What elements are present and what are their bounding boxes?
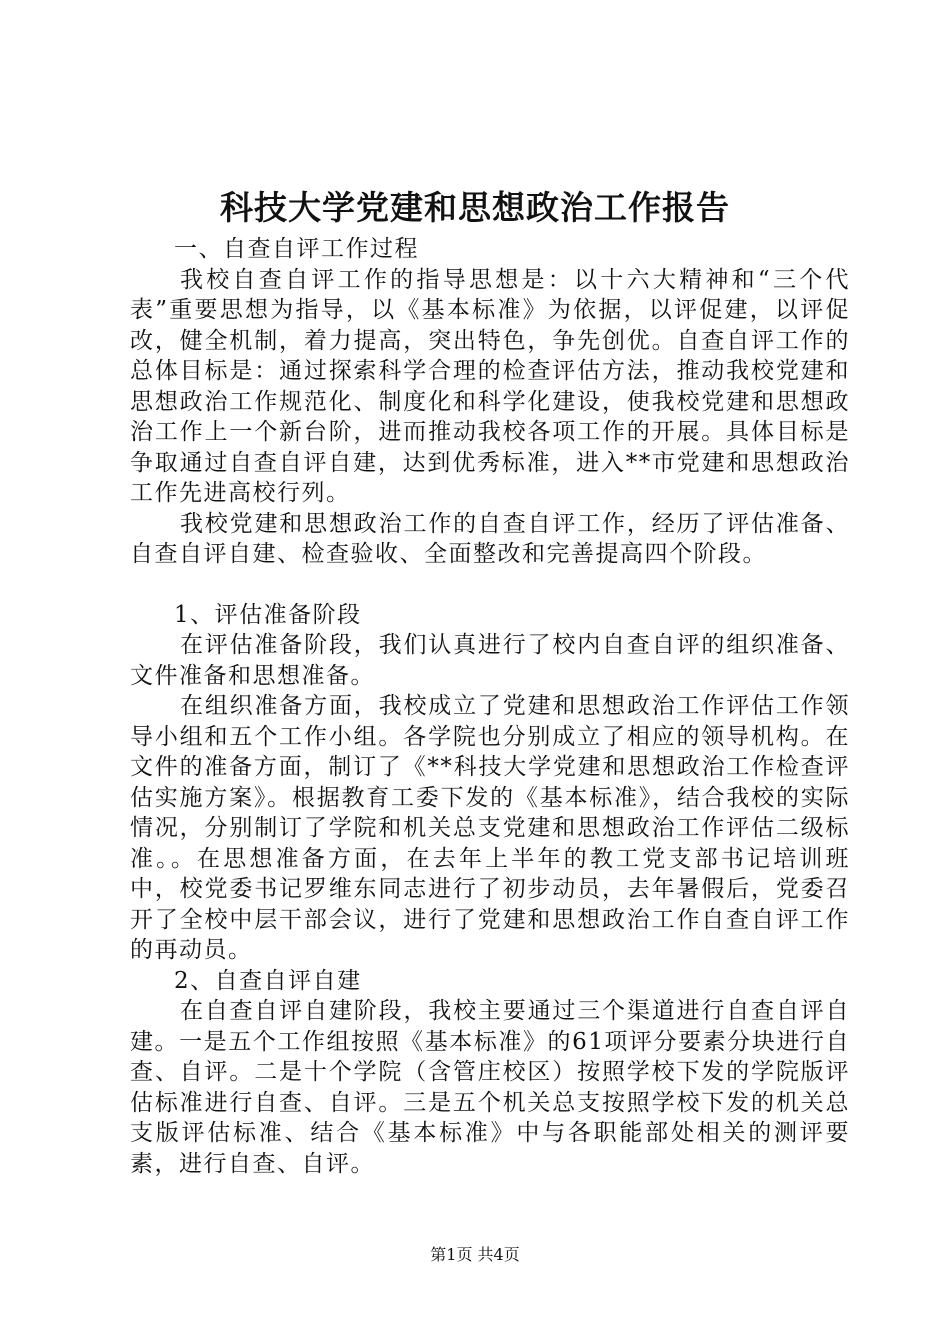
document-body [130,234,850,1179]
subsection-heading: 1、评估准备阶段 [174,601,362,628]
document-title: 科技大学党建和思想政治工作报告 [220,188,730,227]
subsection-heading: 2、自查自评自建 [174,967,362,994]
paragraph: 我校党建和思想政治工作的自查自评工作，经历了评估准备、自查自评自建、检查验收、全面整改和完善提高四个阶段。 [130,510,850,567]
section-heading: 一、自查自评工作过程 [174,236,419,262]
paragraph: 我校自查自评工作的指导思想是：以十六大精神和“三个代表”重要思想为指导，以《基本标准》为依据，以评促建，以评促改，健全机制，着力提高，突出特色，争先创优。自查自评工作的总体目标是：通过探索科学合理的检查评估方法，推动我校党建和思想政治工作规范化、制度化和科学化建设，使我校党建和思想政治工作上一个新台阶，进而推动我校各项工作的开展。具体目标是争取通过自查自评自建，达到优秀标准，进入**市党建和思想政治工作先进高校行列。 [130,266,850,506]
page-footer: 第1页 共4页 [430,1245,520,1264]
paragraph: 在自查自评自建阶段，我校主要通过三个渠道进行自查自评自建。一是五个工作组按照《基本标准》的61项评分要素分块进行自查、自评。二是十个学院（含管庄校区）按照学校下发的学院版评估标准进行自查、自评。三是五个机关总支按照学校下发的机关总支版评估标准、结合《基本标准》中与各职能部处相关的测评要素，进行自查、自评。 [130,998,850,1177]
paragraph: 在组织准备方面，我校成立了党建和思想政治工作评估工作领导小组和五个工作小组。各学院也分别成立了相应的领导机构。在文件的准备方面，制订了《**科技大学党建和思想政治工作检查评估实施方案》。根据教育工委下发的《基本标准》，结合我校的实际情况，分别制订了学院和机关总支党建和思想政治工作评估二级标准。。在思想准备方面，在去年上半年的教工党支部书记培训班中，校党委书记罗维东同志进行了初步动员，去年暑假后，党委召开了全校中层干部会议，进行了党建和思想政治工作自查自评工作的再动员。 [130,693,850,963]
paragraph: 在评估准备阶段，我们认真进行了校内自查自评的组织准备、文件准备和思想准备。 [130,632,850,689]
blank-line [130,570,850,600]
